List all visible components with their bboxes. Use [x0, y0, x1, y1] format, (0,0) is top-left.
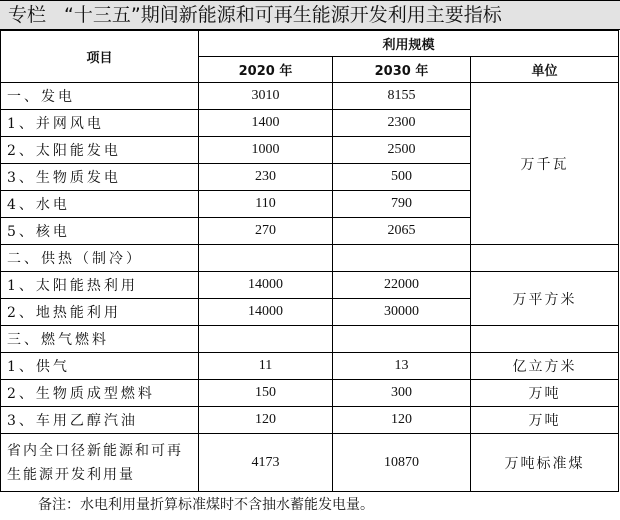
value-2030: 790 [333, 191, 471, 218]
table-row [1, 407, 619, 434]
value-2020: 4173 [199, 434, 333, 492]
value-2020: 11 [199, 353, 333, 380]
row-item: 省内全口径新能源和可再生能源开发利用量 [1, 434, 199, 492]
value-2030: 2300 [333, 110, 471, 137]
unit-cell [471, 326, 619, 353]
value-2030: 13 [333, 353, 471, 380]
row-item: 一、发电 [1, 83, 199, 110]
value-2030: 2065 [333, 218, 471, 245]
table-title [0, 0, 620, 30]
value-2030 [333, 245, 471, 272]
row-item: 2、太阳能发电 [1, 137, 199, 164]
value-2030 [333, 326, 471, 353]
column-tag: 专栏 [8, 4, 47, 26]
value-2030: 10870 [333, 434, 471, 492]
unit-cell: 万吨标准煤 [471, 434, 619, 492]
unit-cell [471, 245, 619, 272]
unit-cell: 万吨 [471, 380, 619, 407]
header-row [1, 31, 619, 57]
footnote: 备注：水电利用量折算标准煤时不含抽水蓄能发电量。 [38, 497, 374, 513]
value-2030: 2500 [333, 137, 471, 164]
header-2020: 2020 年 [199, 57, 333, 83]
value-2030: 30000 [333, 299, 471, 326]
value-2030: 22000 [333, 272, 471, 299]
unit-cell: 万平方米 [471, 272, 619, 326]
row-item: 1、供气 [1, 353, 199, 380]
value-2020: 270 [199, 218, 333, 245]
row-item: 4、水电 [1, 191, 199, 218]
unit-cell: 万吨 [471, 407, 619, 434]
value-2020 [199, 326, 333, 353]
value-2020: 14000 [199, 299, 333, 326]
value-2020: 230 [199, 164, 333, 191]
row-item: 2、生物质成型燃料 [1, 380, 199, 407]
indicator-table [0, 30, 619, 492]
table-row [1, 272, 619, 299]
value-2020: 1000 [199, 137, 333, 164]
value-2020: 3010 [199, 83, 333, 110]
row-item: 二、供热（制冷） [1, 245, 199, 272]
value-2030: 120 [333, 407, 471, 434]
value-2030: 300 [333, 380, 471, 407]
title-text: “十三五”期间新能源和可再生能源开发利用主要指标 [64, 4, 502, 26]
value-2020 [199, 245, 333, 272]
header-2030: 2030 年 [333, 57, 471, 83]
row-item: 3、生物质发电 [1, 164, 199, 191]
value-2020: 150 [199, 380, 333, 407]
unit-cell: 亿立方米 [471, 353, 619, 380]
header-scale: 利用规模 [199, 31, 619, 57]
table-row [1, 434, 619, 492]
row-item: 1、太阳能热利用 [1, 272, 199, 299]
row-item: 3、车用乙醇汽油 [1, 407, 199, 434]
row-item: 三、燃气燃料 [1, 326, 199, 353]
table-row [1, 353, 619, 380]
value-2020: 14000 [199, 272, 333, 299]
header-item: 项目 [1, 31, 199, 83]
table-row [1, 83, 619, 110]
value-2030: 500 [333, 164, 471, 191]
unit-cell: 万千瓦 [471, 83, 619, 245]
table-row [1, 380, 619, 407]
table-row [1, 245, 619, 272]
row-item: 2、地热能利用 [1, 299, 199, 326]
value-2020: 120 [199, 407, 333, 434]
value-2020: 110 [199, 191, 333, 218]
value-2030: 8155 [333, 83, 471, 110]
header-unit: 单位 [471, 57, 619, 83]
row-item: 1、并网风电 [1, 110, 199, 137]
table-row [1, 326, 619, 353]
row-item: 5、核电 [1, 218, 199, 245]
value-2020: 1400 [199, 110, 333, 137]
